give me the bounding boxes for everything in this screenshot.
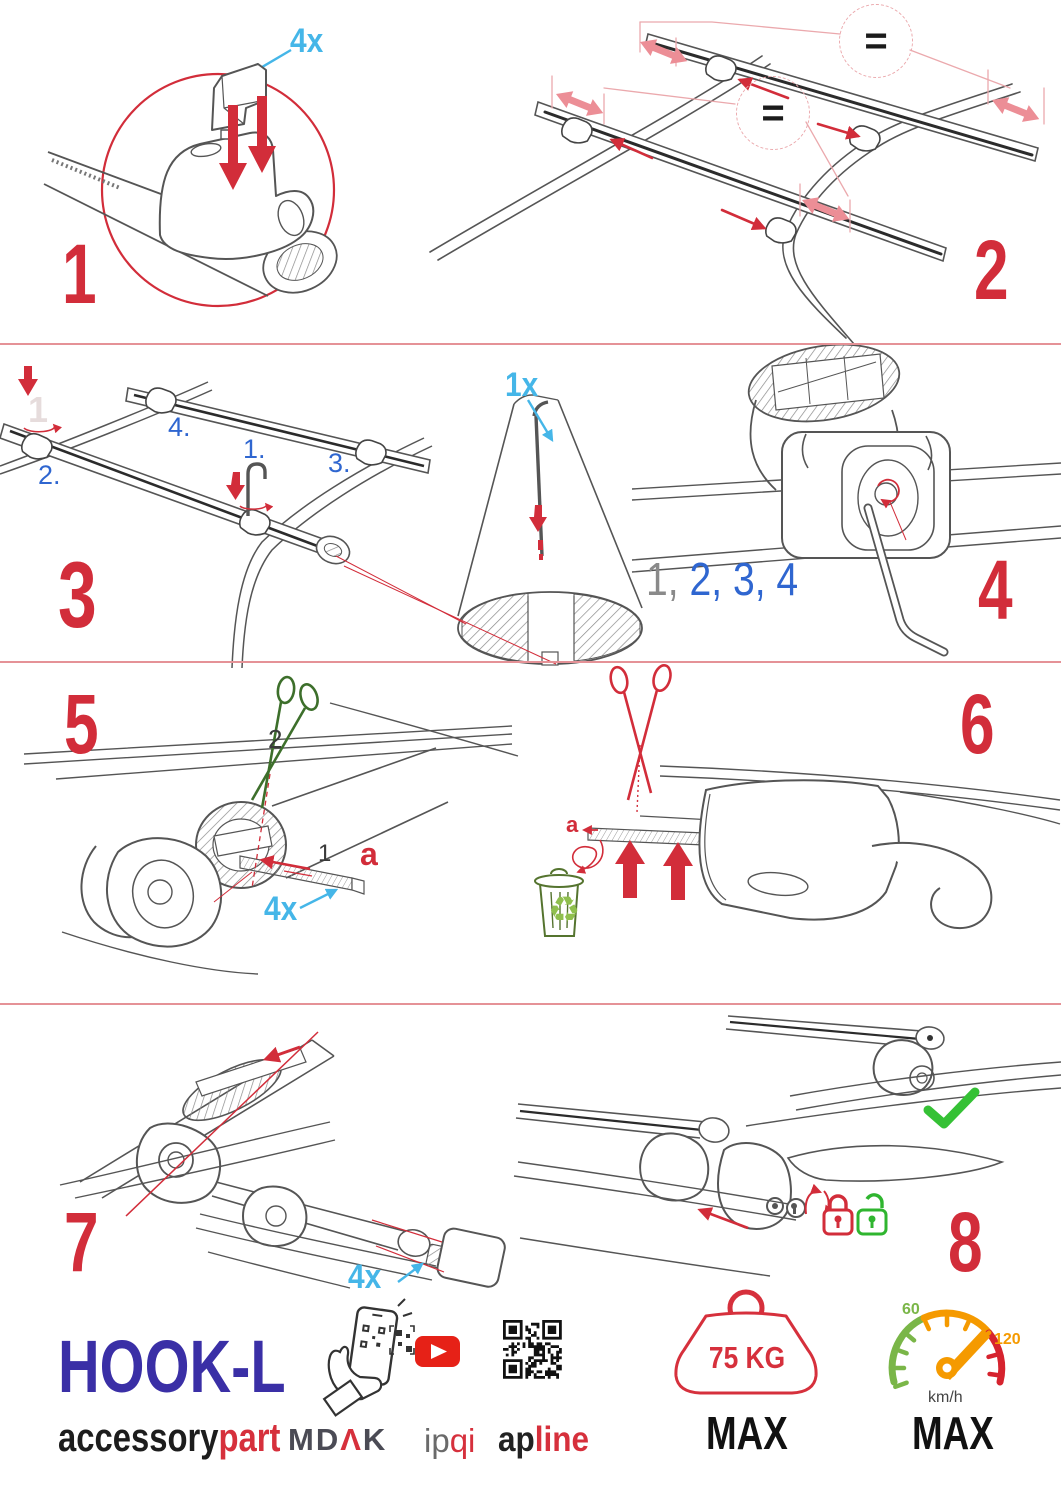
step2-illustration <box>430 22 1044 344</box>
scissors-icon <box>608 663 673 800</box>
push-up-arrow <box>615 840 645 898</box>
lock-cover <box>718 1143 791 1229</box>
key-icon <box>787 1199 805 1217</box>
brand-red: part <box>218 1416 281 1460</box>
step1-qty-label: 4x <box>290 22 324 60</box>
step3-sublabel-4: 4. <box>168 412 191 442</box>
step3-sublabel-2: 2. <box>38 460 61 490</box>
brand-black: accessory <box>58 1416 219 1460</box>
step3-ghost-step: 1 <box>28 389 49 430</box>
recycle-icon: ♻ <box>548 889 581 930</box>
spacing-arrow <box>989 92 1043 128</box>
product-name: HOOK-L <box>58 1325 286 1408</box>
speed-low-label: 60 <box>902 1301 920 1318</box>
step8-number: 8 <box>948 1195 983 1289</box>
qr-code <box>503 1320 562 1379</box>
separator-line-1 <box>0 343 1061 345</box>
equal-spacing-badge <box>839 4 913 78</box>
step3-number: 3 <box>58 542 97 647</box>
step4-number: 4 <box>978 543 1013 637</box>
apline-red: line <box>534 1420 590 1459</box>
weight-value: 75 KG <box>708 1340 786 1375</box>
step3-sublabel-3: 3. <box>328 448 351 478</box>
end-cap <box>424 1224 507 1288</box>
mdak-gray2: K <box>362 1422 388 1457</box>
step7-qty-label: 4x <box>348 1258 382 1296</box>
discard-curl <box>573 840 603 872</box>
push-up-arrow <box>663 842 693 900</box>
separator-line-3 <box>0 1003 1061 1005</box>
mdak-logo <box>288 1424 387 1455</box>
step5-dim-label: a <box>360 836 378 872</box>
youtube-icon <box>415 1336 460 1367</box>
turn-arrow <box>806 1191 820 1214</box>
lock-open-icon <box>858 1195 886 1234</box>
step2-number: 2 <box>974 223 1009 317</box>
speed-high-label: 120 <box>994 1331 1021 1348</box>
ipqi-logo <box>424 1424 475 1457</box>
mdak-gray1: MD <box>288 1422 341 1457</box>
step5-number: 5 <box>64 677 99 771</box>
apline-black: ap <box>498 1420 535 1459</box>
separator-line-2 <box>0 661 1061 663</box>
step5-scissors-label: 2 <box>268 724 283 754</box>
equal-spacing-badge <box>736 76 810 150</box>
step6-dim-label: a <box>566 812 579 837</box>
ipqi-red: qi <box>449 1422 476 1459</box>
check-icon <box>928 1092 975 1124</box>
step7-illustration <box>60 1032 507 1289</box>
step5-strip-label: 1 <box>318 840 332 867</box>
speed-limit-icon <box>892 1313 1002 1387</box>
equal-sign: = <box>864 18 888 63</box>
step4-sequence <box>646 553 799 605</box>
mdak-lambda: Λ <box>340 1422 363 1457</box>
apline-logo <box>498 1422 589 1457</box>
step1-number: 1 <box>62 227 97 321</box>
scan-phone-icon <box>324 1299 414 1415</box>
step5-qty-label: 4x <box>264 890 298 928</box>
speed-unit-label: km/h <box>928 1389 963 1406</box>
brand-logo <box>58 1418 280 1458</box>
weight-max-label: MAX <box>706 1407 788 1459</box>
speed-max-label: MAX <box>912 1407 994 1459</box>
equal-sign: = <box>761 90 785 135</box>
step3-qty-label: 1x <box>505 366 539 404</box>
sequence-gray: 1, <box>646 553 679 605</box>
step3-sublabel-1: 1. <box>243 434 266 464</box>
scissors-icon <box>252 676 321 808</box>
step6-number: 6 <box>960 677 995 771</box>
step7-number: 7 <box>64 1195 99 1289</box>
sequence-blue: 2, 3, 4 <box>678 553 799 605</box>
ipqi-gray: ip <box>424 1422 450 1459</box>
